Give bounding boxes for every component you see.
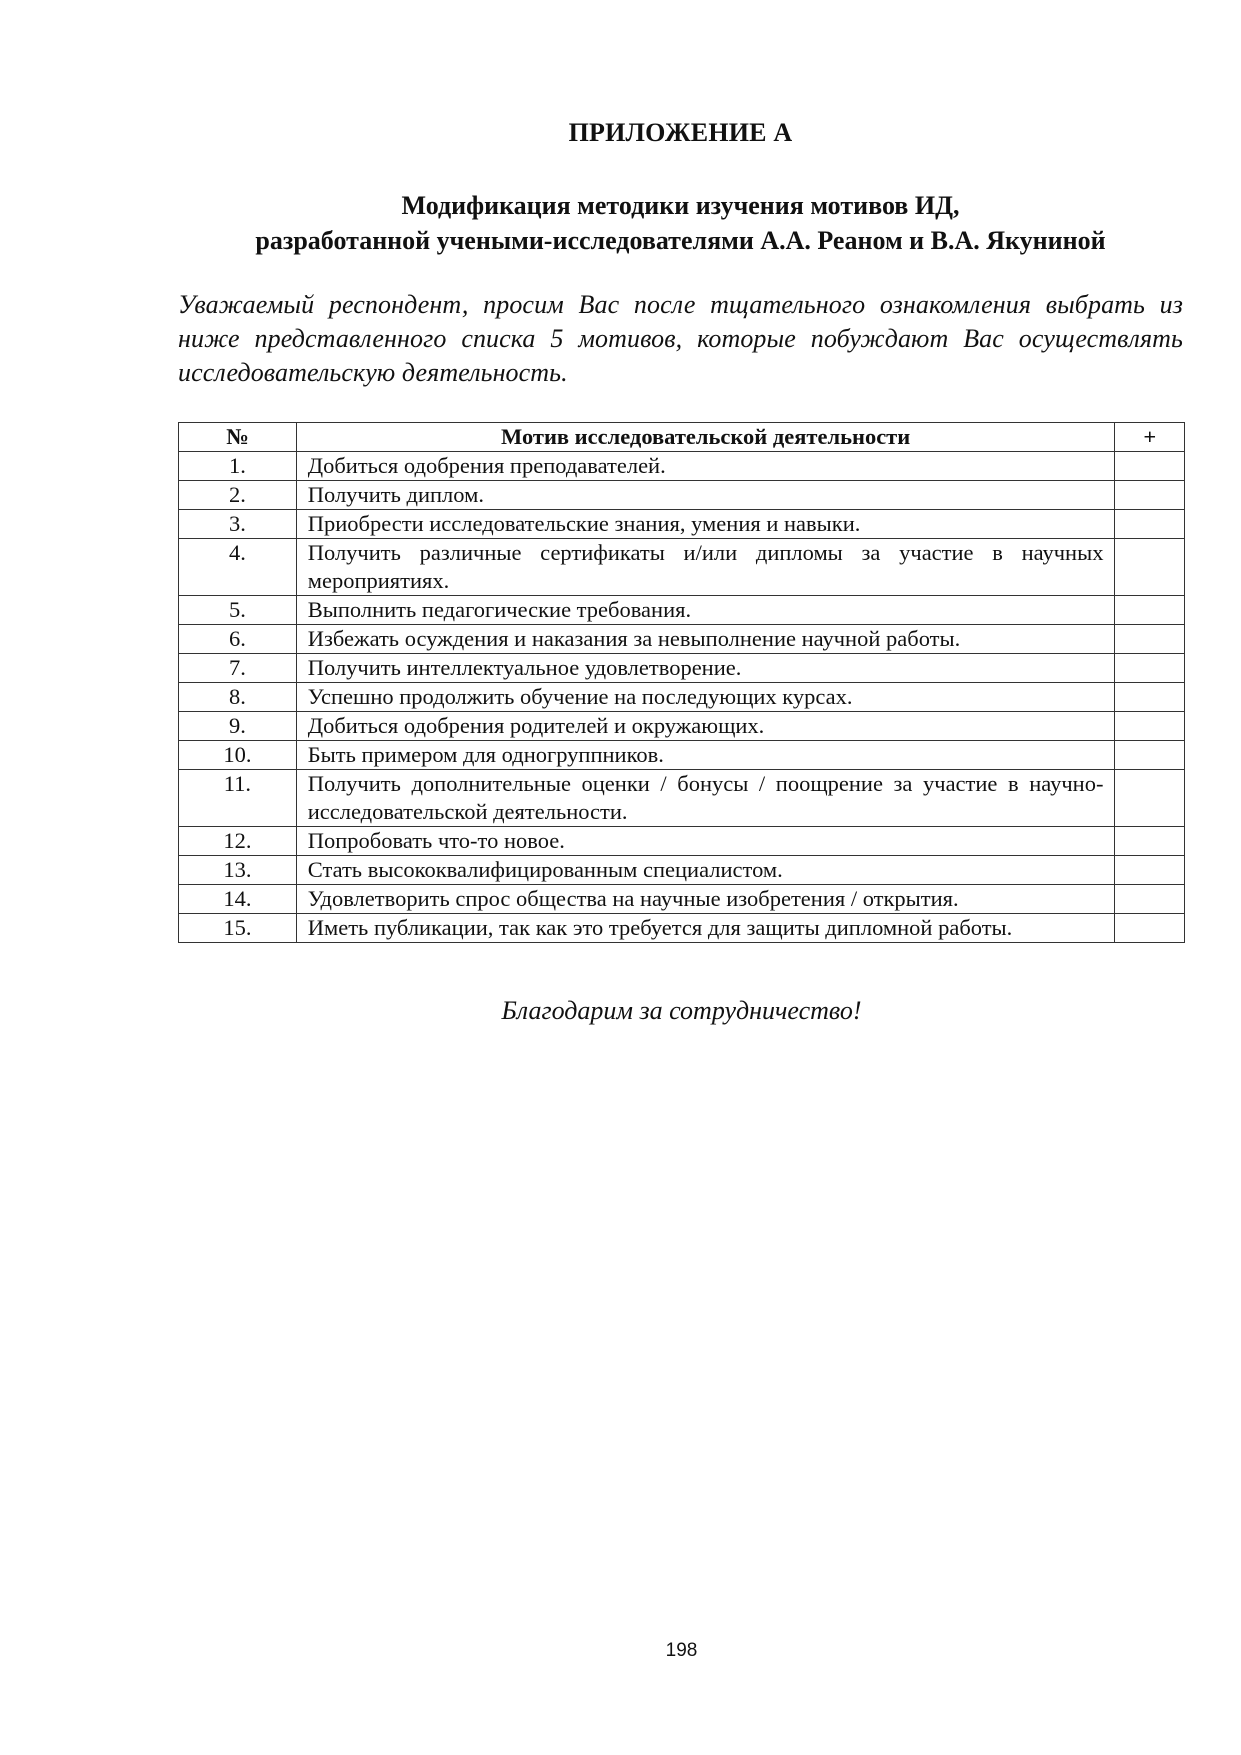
row-motive: Иметь публикации, так как это требуется для защиты дипломной работы. xyxy=(296,914,1115,943)
table-row xyxy=(179,596,1185,625)
row-mark-cell[interactable] xyxy=(1115,539,1185,596)
page-number: 198 xyxy=(665,1640,698,1661)
row-number: 2. xyxy=(179,481,297,510)
row-motive: Получить дополнительные оценки / бонусы / поощрение за участие в научно-исследовательской деятельности. xyxy=(296,770,1115,827)
table-row xyxy=(179,712,1185,741)
row-mark-cell[interactable] xyxy=(1115,625,1185,654)
table-row xyxy=(179,827,1185,856)
row-mark-cell[interactable] xyxy=(1115,683,1185,712)
table-row xyxy=(179,510,1185,539)
row-number: 15. xyxy=(179,914,297,943)
row-mark-cell[interactable] xyxy=(1115,654,1185,683)
row-motive: Приобрести исследовательские знания, умения и навыки. xyxy=(296,510,1115,539)
column-header-number: № xyxy=(179,423,297,452)
row-mark-cell[interactable] xyxy=(1115,856,1185,885)
motive-table xyxy=(178,422,1185,943)
table-row xyxy=(179,770,1185,827)
column-header-motive: Мотив исследовательской деятельности xyxy=(296,423,1115,452)
table-row xyxy=(179,539,1185,596)
table-row xyxy=(179,452,1185,481)
row-mark-cell[interactable] xyxy=(1115,481,1185,510)
table-row xyxy=(179,625,1185,654)
subtitle-line-1: Модификация методики изучения мотивов ИД, xyxy=(401,191,960,220)
row-number: 5. xyxy=(179,596,297,625)
row-mark-cell[interactable] xyxy=(1115,452,1185,481)
row-number: 11. xyxy=(179,770,297,827)
row-mark-cell[interactable] xyxy=(1115,827,1185,856)
row-number: 9. xyxy=(179,712,297,741)
row-number: 1. xyxy=(179,452,297,481)
table-row xyxy=(179,885,1185,914)
row-number: 4. xyxy=(179,539,297,596)
row-motive: Попробовать что-то новое. xyxy=(296,827,1115,856)
table-row xyxy=(179,683,1185,712)
row-motive: Получить интеллектуальное удовлетворение. xyxy=(296,654,1115,683)
table-row xyxy=(179,741,1185,770)
column-header-mark: + xyxy=(1115,423,1185,452)
table-row xyxy=(179,856,1185,885)
row-number: 8. xyxy=(179,683,297,712)
row-motive: Удовлетворить спрос общества на научные изобретения / открытия. xyxy=(296,885,1115,914)
row-number: 13. xyxy=(179,856,297,885)
table-row xyxy=(179,914,1185,943)
row-motive: Избежать осуждения и наказания за невыполнение научной работы. xyxy=(296,625,1115,654)
row-number: 10. xyxy=(179,741,297,770)
subtitle xyxy=(178,188,1183,258)
row-mark-cell[interactable] xyxy=(1115,741,1185,770)
row-motive: Быть примером для одногруппников. xyxy=(296,741,1115,770)
subtitle-line-2: разработанной учеными-исследователями А.А. Реаном и В.А. Якуниной xyxy=(255,226,1106,255)
row-motive: Получить диплом. xyxy=(296,481,1115,510)
row-motive: Получить различные сертификаты и/или дипломы за участие в научных мероприятиях. xyxy=(296,539,1115,596)
row-motive: Добиться одобрения преподавателей. xyxy=(296,452,1115,481)
table-row xyxy=(179,481,1185,510)
motive-rows xyxy=(179,452,1185,943)
row-motive: Выполнить педагогические требования. xyxy=(296,596,1115,625)
row-motive: Добиться одобрения родителей и окружающих. xyxy=(296,712,1115,741)
row-mark-cell[interactable] xyxy=(1115,885,1185,914)
row-motive: Стать высококвалифицированным специалистом. xyxy=(296,856,1115,885)
closing-note: Благодарим за сотрудничество! xyxy=(501,996,862,1025)
row-mark-cell[interactable] xyxy=(1115,770,1185,827)
row-number: 14. xyxy=(179,885,297,914)
row-mark-cell[interactable] xyxy=(1115,914,1185,943)
intro-paragraph: Уважаемый респондент, просим Вас после тщательного ознакомления выбрать из ниже представленного списка 5 мотивов, которые побуждают Вас осуществлять исследовательскую деятельность. xyxy=(178,290,1183,387)
page-heading: ПРИЛОЖЕНИЕ А xyxy=(568,118,793,147)
row-number: 7. xyxy=(179,654,297,683)
row-number: 3. xyxy=(179,510,297,539)
row-mark-cell[interactable] xyxy=(1115,712,1185,741)
row-mark-cell[interactable] xyxy=(1115,510,1185,539)
table-header-row xyxy=(179,423,1185,452)
row-motive: Успешно продолжить обучение на последующих курсах. xyxy=(296,683,1115,712)
table-row xyxy=(179,654,1185,683)
row-number: 12. xyxy=(179,827,297,856)
row-number: 6. xyxy=(179,625,297,654)
row-mark-cell[interactable] xyxy=(1115,596,1185,625)
